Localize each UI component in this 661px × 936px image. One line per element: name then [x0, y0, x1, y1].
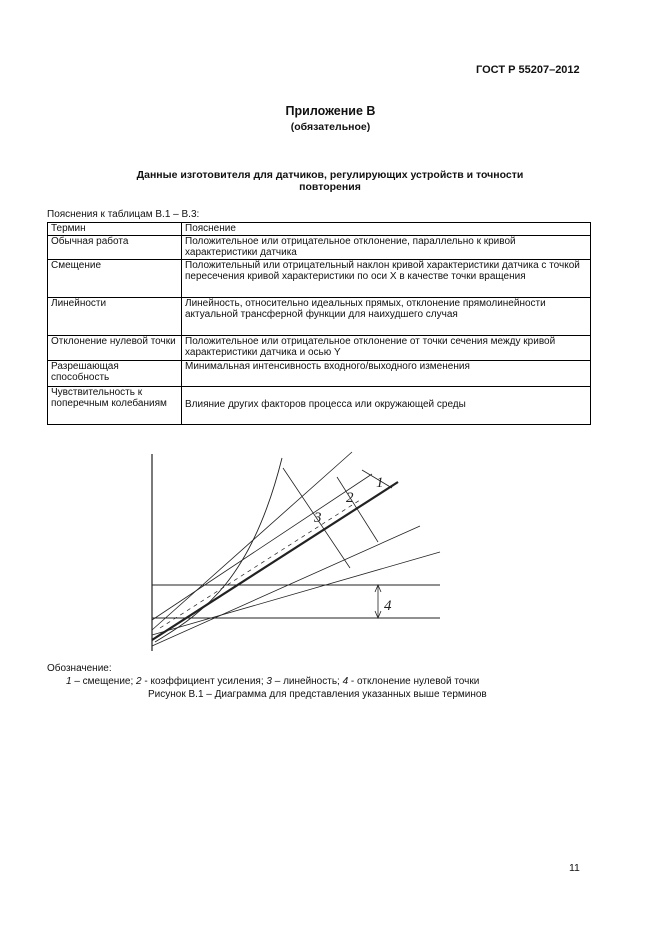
table-row [48, 259, 591, 297]
term-cell: Обычная работа [48, 235, 182, 259]
legend-num-1: 1 [66, 676, 72, 687]
term-cell: Отклонение нулевой точки [48, 335, 182, 360]
dashed-line [160, 500, 360, 628]
dimension-2-line [337, 477, 378, 542]
legend-text-1: – смещение; [74, 676, 137, 687]
nonlinearity-curve [155, 458, 282, 642]
table-header-row [48, 223, 591, 236]
sensor-characteristics-diagram [140, 450, 450, 655]
page-number: 11 [569, 862, 580, 874]
explanation-cell: Положительное или отрицательное отклонение, параллельно к кривой характеристики датчика [182, 235, 591, 259]
figure-label-4: 4 [384, 598, 392, 614]
figure-label-1: 1 [376, 475, 384, 491]
section-title: Данные изготовителя для датчиков, регулирующих устройств и точности повторения [136, 169, 524, 193]
figure-label-2: 2 [346, 490, 354, 506]
legend-text-4: - отклонение нулевой точки [348, 676, 480, 687]
terms-table [47, 222, 591, 425]
explanation-cell: Минимальная интенсивность входного/выходного изменения [182, 360, 591, 386]
explanation-cell: Линейность, относительно идеальных прямых, отклонение прямолинейности актуальной трансферной функции для наихудшего случая [182, 297, 591, 335]
appendix-subtitle: (обязательное) [290, 121, 371, 133]
shallow-line [152, 552, 440, 635]
appendix-title: Приложение В [285, 104, 376, 118]
term-cell: Разрешающая способность [48, 360, 182, 386]
legend-num-4: 4 [342, 676, 349, 687]
table-row [48, 335, 591, 360]
explanation-cell: Положительное или отрицательное отклонение от точки сечения между кривой характеристики датчика и осью Y [182, 335, 591, 360]
document-code: ГОСТ Р 55207–2012 [476, 64, 580, 76]
gain-line-lower [152, 526, 420, 646]
gain-line-upper [152, 452, 352, 630]
offset-line [152, 474, 372, 620]
term-cell: Чувствительность к поперечным колебаниям [48, 386, 182, 424]
legend-items [66, 676, 479, 687]
column-header-term: Термин [48, 223, 182, 236]
ideal-characteristic-line [152, 482, 398, 640]
table-row [48, 297, 591, 335]
table-row [48, 386, 591, 424]
column-header-explanation: Пояснение [182, 223, 591, 236]
term-cell: Линейности [48, 297, 182, 335]
table-row [48, 235, 591, 259]
figure-caption: Рисунок В.1 – Диаграмма для представления указанных выше терминов [148, 689, 487, 700]
legend-text-2: - коэффициент усиления; [141, 676, 267, 687]
legend-num-3: 3 [266, 676, 272, 687]
legend-text-3: – линейность; [271, 676, 343, 687]
figure-label-3: 3 [314, 510, 322, 526]
table-caption: Пояснения к таблицам В.1 – В.3: [47, 209, 200, 220]
explanation-cell: Влияние других факторов процесса или окружающей среды [182, 386, 591, 424]
table-row [48, 360, 591, 386]
term-cell: Смещение [48, 259, 182, 297]
legend-heading: Обозначение: [47, 663, 112, 674]
legend-num-2: 2 [136, 676, 142, 687]
explanation-cell: Положительный или отрицательный наклон кривой характеристики датчика с точкой пересечения кривой характеристики по оси X в качестве точки вращения [182, 259, 591, 297]
